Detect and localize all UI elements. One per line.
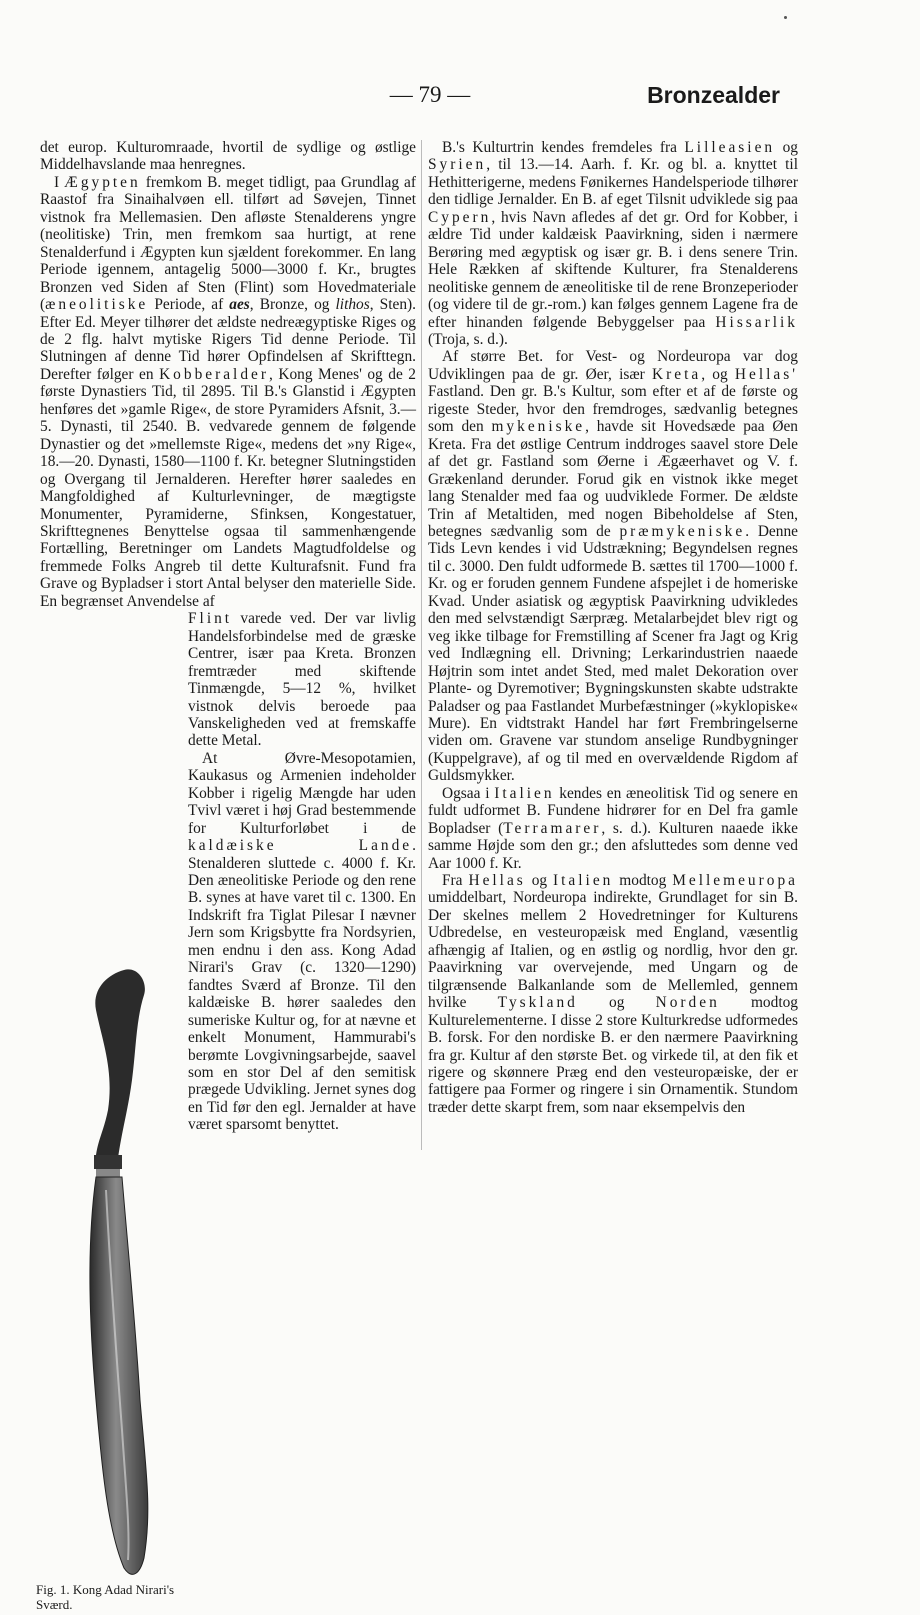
running-head: Bronzealder: [647, 82, 780, 108]
page-number: — 79 —: [389, 82, 471, 107]
right-column: [428, 139, 798, 1116]
column-divider: [421, 140, 422, 1150]
paragraph-central-europe: Fra Hellas og Italien modtog Mellemeuropa umiddelbart, Nordeuropa indirekte, Grundlaget for sin B. Der skelnes mellem 2 Hovedretninger for Kulturens Udbredelse, en vesteuropæisk med England, væsentlig afhængig af Italien, og en østlig og nordlig, hvor den gr. Paavirkning var overvejende, med Ungarn og de tilgrænsende Balkanlande som de Mellemled, gennem hvilke Tyskland og Norden modtog Kulturelementerne. I disse 2 store Kulturkredse udformedes B. forsk. For den nordiske B. er den nærmere Paavirkning fra gr. Kultur af den største Bet. og virkede til, at den fik et rigere og skønnere Præg end den vesteuropæiske, der er fattigere paa Former og ringere i sin Ornamentik. Stundom træder dette skarpt frem, som naar eksempelvis den: [428, 872, 798, 1116]
sword-illustration: [36, 610, 182, 1615]
figure-caption: Fig. 1. Kong Adad Nirari's Sværd.: [36, 1582, 175, 1613]
paragraph-italy: Ogsaa i Italien kendes en æneolitisk Tid og senere en fuldt udformet B. Fundene hidrører for en Del fra gamle Bopladser (Terramarer, s. d.). Kulturen naaede ikke samme Højde som den gr.; den afsluttedes som denne ved Aar 1000 f. Kr.: [428, 784, 799, 872]
paragraph-asia: B.'s Kulturtrin kendes fremdeles fra Lilleasien og Syrien, til 13.—14. Aarh. f. Kr. og bl. a. knyttet til Hethitterigerne, medens Fønikernes Handelsperiode tilhører den tidlige Jernalder. En B. af eget Tilsnit udviklede sig paa Cypern, hvis Navn afledes af det gr. Ord for Kobber, i ældre Tid under kaldæisk Paavirkning, siden i nærmere Berøring med ægyptisk og især gr. B. i dens senere Trin. Hele Rækken af skiftende Kulturer, fra Stenalderens neolitiske gennem de æneolitiske til de rene Bronzeperioder (og videre til de gr.-rom.) kan følges gennem Lagene fra de efter hinanden følgende Bebyggelser paa Hissarlik (Troja, s. d.).: [428, 139, 798, 348]
paragraph-mesopotamia: At Øvre-Mesopotamien, Kaukasus og Armenien indeholder Kobber i rigelig Mængde har uden Tvivl været i høj Grad bestemmende for Kulturforløbet i de kaldæiske Lande. Stenalderen sluttede c. 4000 f. Kr. Den æneolitiske Periode og den rene B. synes at have varet til c. 1300. En Indskrift fra Tiglat Pilesar I nævner Jern som Krigsbytte fra Nordsyrien, men endnu i den ass. Kong Adad Nirari's Grav (c. 1320—1290) fandtes Sværd af Bronze. Til den kaldæiske B. hører saaledes den sumeriske Kultur og, for at nævne et enkelt Monument, Hammurabi's berømte Lovgivningsarbejde, saavel som en stor Del af den semitisk prægede Udvikling. Jernet synes dog en Tid før den egl. Jernalder at have været sparsomt benyttet.: [188, 749, 416, 1134]
paragraph-egypt: I Ægypten fremkom B. meget tidligt, paa Grundlag af Raastof fra Sinaihalvøen ell. tilført ad Søvejen, Tinnet vistnok fra Mellemasien. Den afløste Stenalderens yngre (neolitiske) Trin, men fremkom saa hurtigt, at rene Stenalderfund i Ægypten kun sjældent forekommer. En lang Periode igennem, antagelig 5000—3000 f. Kr., brugtes Bronzen ved Siden af Sten (Flint) som Hovedmateriale (æneolitiske Periode, af aes, Bronze, og lithos, Sten). Efter Ed. Meyer tilhører det ældste nedreægyptiske Riges og de 2 flg. halvt mytiske Rigers Tid denne Periode. Til Slutningen af denne Tid hører Opfindelsen af Skrifttegn. Derefter følger en Kobberalder, Kong Menes' og de 2 første Dynastiers Tid, til 2895. Til B.'s Glanstid i Ægypten henføres det »gamle Rige«, de store Pyramiders Afsnit, 3.—5. Dynasti, til 2540. B. vedvarede gennem de følgende Dynastier og det »mellemste Rige«, medens det »ny Rige«, 18.—20. Dynasti, 1580—1100 f. Kr. betegner Slutningstiden og Overgang til Jernalderen. Herefter hører saaledes en Mangfoldighed af Kulturlevninger, de mægtigste Monumenter, Pyramiderne, Sfinksen, Kongestatuer, Skrifttegnenes Benyttelse ogsaa til sammenhængende Fortælling, Beretninger om Landets Magtudfoldelse og fremmede Folks Angreb til dette Kulturafsnit. Fund fra Grave og Bypladser i stort Antal belyser den materielle Side. En begrænset Anvendelse af: [40, 173, 416, 610]
paragraph-greece: Af større Bet. for Vest- og Nordeuropa var dog Udviklingen paa de gr. Øer, især Kreta, og Hellas' Fastland. Den gr. B.'s Kultur, som efter et af de første og rigeste Steder, hvor den fremdroges, sædvanlig betegnes som den mykeniske, havde sit Hovedsæde paa Øen Kreta. Fra det østlige Centrum inddroges saavel store Dele af det gr. Fastland som Øerne i Ægæerhavet og V. f. Grækenland derunder. Forud gik en vistnok ikke meget lang Stenalder med faa og uudviklede Former. De ældste Trin af Metaltiden, med nogen Bibeholdelse af Sten, betegnes sædvanlig som de præmykeniske. Denne Tids Levn kendes i vid Udstrækning; Begyndelsen regnes til c. 3000. Den fuldt udformede B. sættes til 1700—1000 f. Kr. og er foruden gennem Fundene afspejlet i de homeriske Kvad. Under asiatisk og ægyptisk Paavirkning udvikledes den med selvstændigt Særpræg. Metalarbejdet blev rigt og veg ikke tilbage for Fremstilling af Scener fra Jagt og Krig ved Indlægning ell. Drivning; Lerkarindustrien naaede Højtrin som intet andet Sted, med malet Dekoration over Plante- og Dyremotiver; Bygningskunsten skabte udstrakte Paladser og paa Fastlandet Murbefæstninger (»kyklopiske« Mure). En vidtstrakt Handel har ført Frembringelserne viden om. Gravene var stundom anselige Rundbygninger (Kuppelgrave), af og til med en overvældende Rigdom af Guldsmykker.: [428, 348, 799, 785]
page-header: [0, 82, 920, 118]
left-column: det europ. Kulturomraade, hvortil de sydlige og østlige Middelhavslande maa henregnes. I Ægypten fremkom B. meget tidligt, paa Grundlag af Raastof fra Sinaihalvøen ell. tilført ad Søvejen, Tinnet vistnok fra Mellemasien. Den afløste Stenalderens yngre (neolitiske) Trin, men fremkom saa hurtigt, at rene Stenalderfund i Ægypten kun sjældent forekommer. En lang Periode igennem, antagelig 5000—3000 f. Kr., brugtes Bronzen ved Siden af Sten (Flint) som Hovedmateriale (æneolitiske Periode, af aes, Bronze, og lithos, Sten). Efter Ed. Meyer tilhører det ældste nedreægyptiske Riges og de 2 flg. halvt mytiske Rigers Tid denne Periode. Til Slutningen af denne Tid hører Opfindelsen af Skrifttegn. Derefter følger en Kobberalder, Kong Menes' og de 2 første Dynastiers Tid, til 2895. Til B.'s Glanstid i Ægypten henføres det »gamle Rige«, de store Pyramiders Afsnit, 3.—5. Dynasti, til 2540. B. vedvarede gennem de følgende Dynastier og det »mellemste Rige«, medens det »ny Rige«, 18.—20. Dynasti, 1580—1100 f. Kr. betegner Slutningstiden og Overgang til Jernalderen. Herefter hører saaledes en Mangfoldighed af Kulturlevninger, de mægtigste Monumenter, Pyramiderne, Sfinksen, Kongestatuer, Skrifttegnenes Benyttelse ogsaa til sammenhængende Fortælling, Beretninger om Landets Magtudfoldelse og fremmede Folks Angreb til dette Kulturafsnit. Fund fra Grave og Bypladser i stort Antal belyser den materielle Side. En begrænset Anvendelse af Fig. 1. Kong Adad Nirari's Sværd. Flint varede ved. Der var livlig Handelsforbindelse med de græske Centrer, især paa Kreta. Bronzen fremtræder med skiftende Tinmængde, 5—12 %, hvilket vistnok delvis beroede paa Vanskeligheden ved at fremskaffe dette Metal. At Øvre-Mesopotamien, Kaukasus og Armenien indeholder Kobber i rigelig Mængde har uden Tvivl været i høj Grad bestemmende for Kulturforløbet i de kaldæiske Lande. Stenalderen sluttede c. 4000 f. Kr. Den æneolitiske Periode og den rene B. synes at have varet til c. 1300. En Indskrift fra Tiglat Pilesar I nævner Jern som Krigsbytte fra Nordsyrien, men endnu i den ass. Kong Adad Nirari's Grav (c. 1320—1290) fandtes Sværd af Bronze. Til den kaldæiske B. hører saaledes den sumeriske Kultur og, for at nævne et enkelt Monument, Hammurabi's berømte Lovgivningsarbejde, saavel som en stor Del af den semitisk prægede Udvikling. Jernet synes dog en Tid før den egl. Jernalder at have været sparsomt benyttet.: [40, 139, 416, 1615]
figure-sword: [36, 610, 182, 1615]
paragraph: det europ. Kulturomraade, hvortil de sydlige og østlige Middelhavslande maa henregnes.: [40, 139, 416, 174]
ink-speck: [784, 16, 787, 19]
